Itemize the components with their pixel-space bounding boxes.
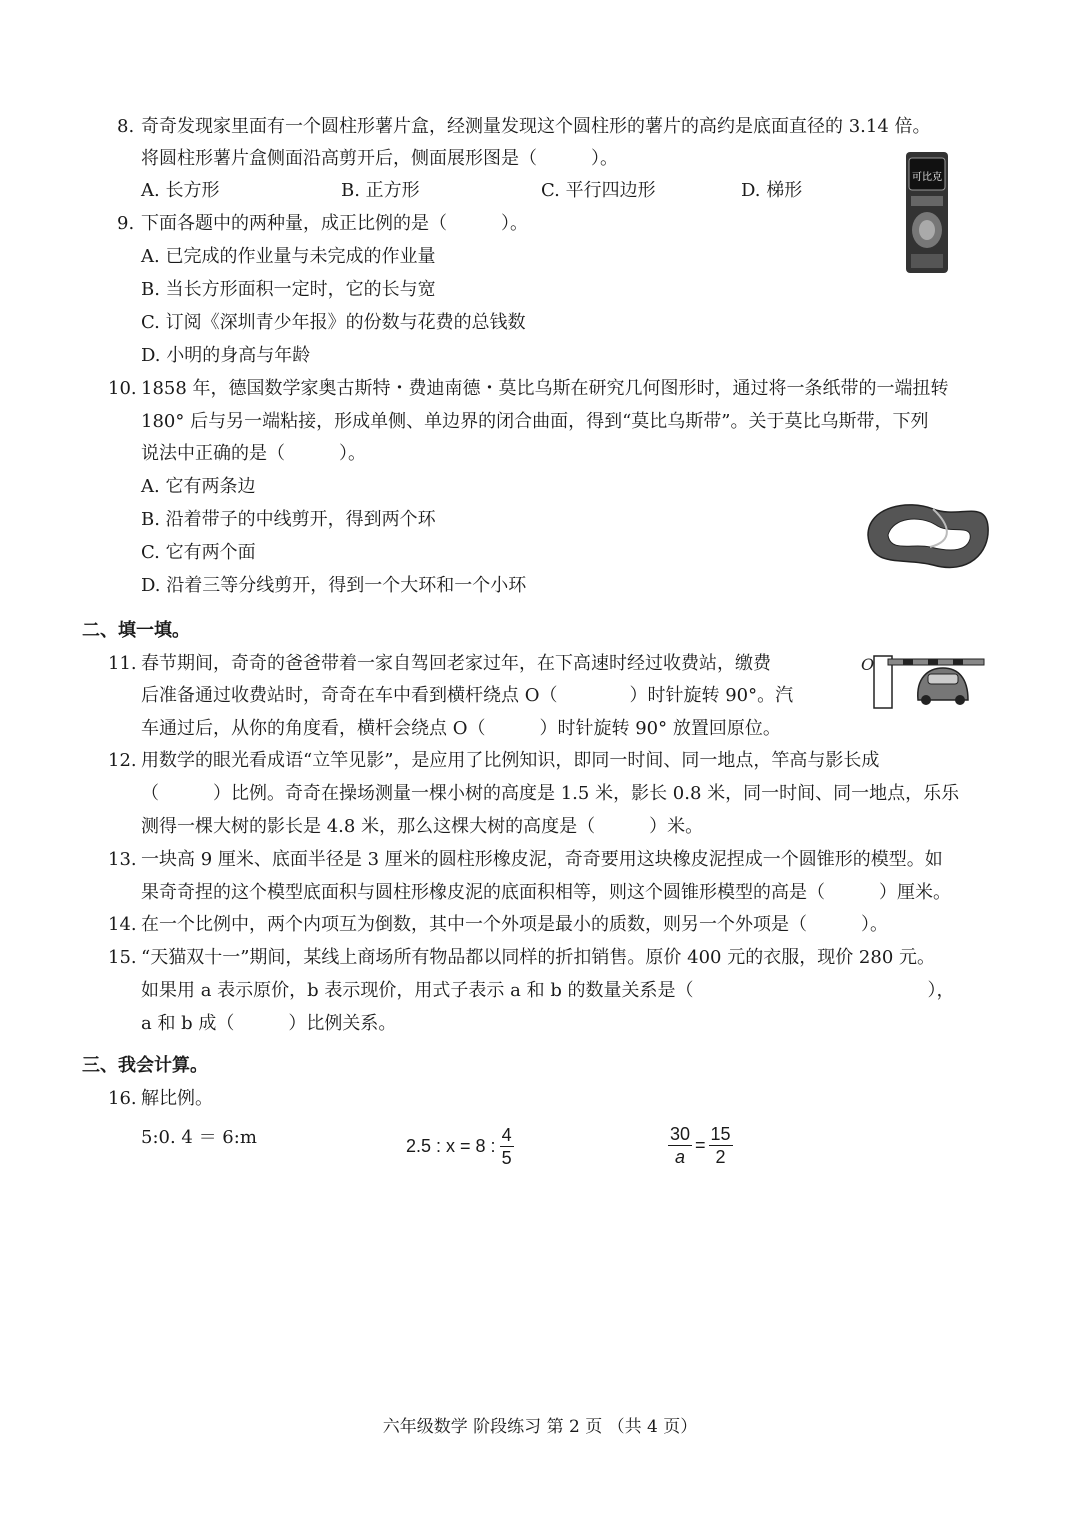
equation-2 [406,1122,514,1170]
q8-text-line2: 将圆柱形薯片盒侧面沿高剪开后，侧面展形图是（ ）。 [141,148,618,169]
equation-3-left-fraction [668,1123,692,1168]
chip-can-picture [903,150,951,275]
chip-can-label: 可比克 [912,172,942,183]
q12-number: 12. [108,750,137,771]
q8-option-d: D. 梯形 [741,180,803,201]
q9-option-a: A. 已完成的作业量与未完成的作业量 [141,246,436,267]
q15-text-line3: a 和 b 成（ ）比例关系。 [141,1013,397,1034]
equation-3-left-numerator: 30 [670,1123,691,1144]
equation-3-right-numerator: 15 [710,1123,731,1144]
q9-option-c: C. 订阅《深圳青少年报》的份数与花费的总钱数 [141,312,526,333]
q11-text-line3: 车通过后，从你的角度看，横杆会绕点 O（ ）时针旋转 90° 放置回原位。 [141,718,781,739]
q10-option-a: A. 它有两条边 [141,476,256,497]
equation-1-text: 5:0. 4 ＝ 6:m [141,1127,257,1148]
q12-text-line1: 用数学的眼光看成语“立竿见影”，是应用了比例知识，即同一时间、同一地点，竿高与影长成 [141,750,880,771]
q10-option-d: D. 沿着三等分线剪开，得到一个大环和一个小环 [141,575,527,596]
q16-title: 解比例。 [141,1088,213,1109]
equation-3-equals: = [695,1135,706,1155]
q16-number: 16. [108,1088,137,1109]
equation-2-fraction [500,1124,514,1169]
q11-text-line1: 春节期间，奇奇的爸爸带着一家自驾回老家过年，在下高速时经过收费站，缴费 [141,653,771,674]
q9-number: 9. [117,213,135,234]
equation-3-left-denominator: a [675,1146,686,1167]
q11-number: 11. [108,653,137,674]
equation-2-left: 2.5 : x = 8 : [406,1136,496,1156]
equation-2-numerator: 4 [501,1124,512,1145]
q10-text-line3: 说法中正确的是（ ）。 [141,443,366,464]
mobius-strip-picture [858,495,994,577]
q9-option-b: B. 当长方形面积一定时，它的长与宽 [141,279,436,300]
q10-number: 10. [108,378,137,399]
q15-text-line1: “天猫双十一”期间，某线上商场所有物品都以同样的折扣销售。原价 400 元的衣服，现价 280 元。 [141,947,935,968]
equation-1 [141,1124,257,1152]
toll-gate-picture [858,648,988,710]
q15-text-line2: 如果用 a 表示原价，b 表示现价，用式子表示 a 和 b 的数量关系是（ ）， [141,980,955,1001]
q13-text-line1: 一块高 9 厘米、底面半径是 3 厘米的圆柱形橡皮泥，奇奇要用这块橡皮泥捏成一个圆锥形的模型。如 [141,849,943,870]
page-footer: 六年级数学 阶段练习 第 2 页 （共 4 页） [382,1417,698,1437]
q8-option-b: B. 正方形 [341,180,420,201]
rotation-point-label: O [861,655,875,674]
section-2-heading: 二、填一填。 [82,620,190,641]
q8-text-line1: 奇奇发现家里面有一个圆柱形薯片盒，经测量发现这个圆柱形的薯片的高约是底面直径的 3.14 倍。 [141,116,931,137]
q9-option-d: D. 小明的身高与年龄 [141,345,311,366]
q14-number: 14. [108,914,137,935]
q9-text: 下面各题中的两种量，成正比例的是（ ）。 [141,213,528,234]
equation-3 [668,1120,733,1170]
q12-text-line2: （ ）比例。奇奇在操场测量一棵小树的高度是 1.5 米，影长 0.8 米，同一时间、同一地点，乐乐 [141,783,960,804]
q13-text-line2: 果奇奇捏的这个模型底面积与圆柱形橡皮泥的底面积相等，则这个圆锥形模型的高是（ ）厘米。 [141,882,951,903]
q14-text: 在一个比例中，两个内项互为倒数，其中一个外项是最小的质数，则另一个外项是（ ）。 [141,914,888,935]
q12-text-line3: 测得一棵大树的影长是 4.8 米，那么这棵大树的高度是（ ）米。 [141,816,704,837]
q8-option-a: A. 长方形 [141,180,220,201]
section-3-heading: 三、我会计算。 [82,1055,208,1076]
q10-text-line2: 180° 后与另一端粘接，形成单侧、单边界的闭合曲面，得到“莫比乌斯带”。关于莫比乌斯带，下列 [141,411,929,432]
q13-number: 13. [108,849,137,870]
q11-text-line2: 后准备通过收费站时，奇奇在车中看到横杆绕点 O（ ）时针旋转 90°。汽 [141,685,794,706]
q10-option-c: C. 它有两个面 [141,542,256,563]
equation-3-right-denominator: 2 [715,1146,726,1167]
q8-number: 8. [117,116,135,137]
q15-number: 15. [108,947,137,968]
q8-option-c: C. 平行四边形 [541,180,656,201]
q10-text-line1: 1858 年，德国数学家奥古斯特・费迪南德・莫比乌斯在研究几何图形时，通过将一条纸带的一端扭转 [141,378,949,399]
q10-option-b: B. 沿着带子的中线剪开，得到两个环 [141,509,436,530]
equation-2-denominator: 5 [501,1147,512,1168]
equation-3-right-fraction [709,1123,733,1168]
